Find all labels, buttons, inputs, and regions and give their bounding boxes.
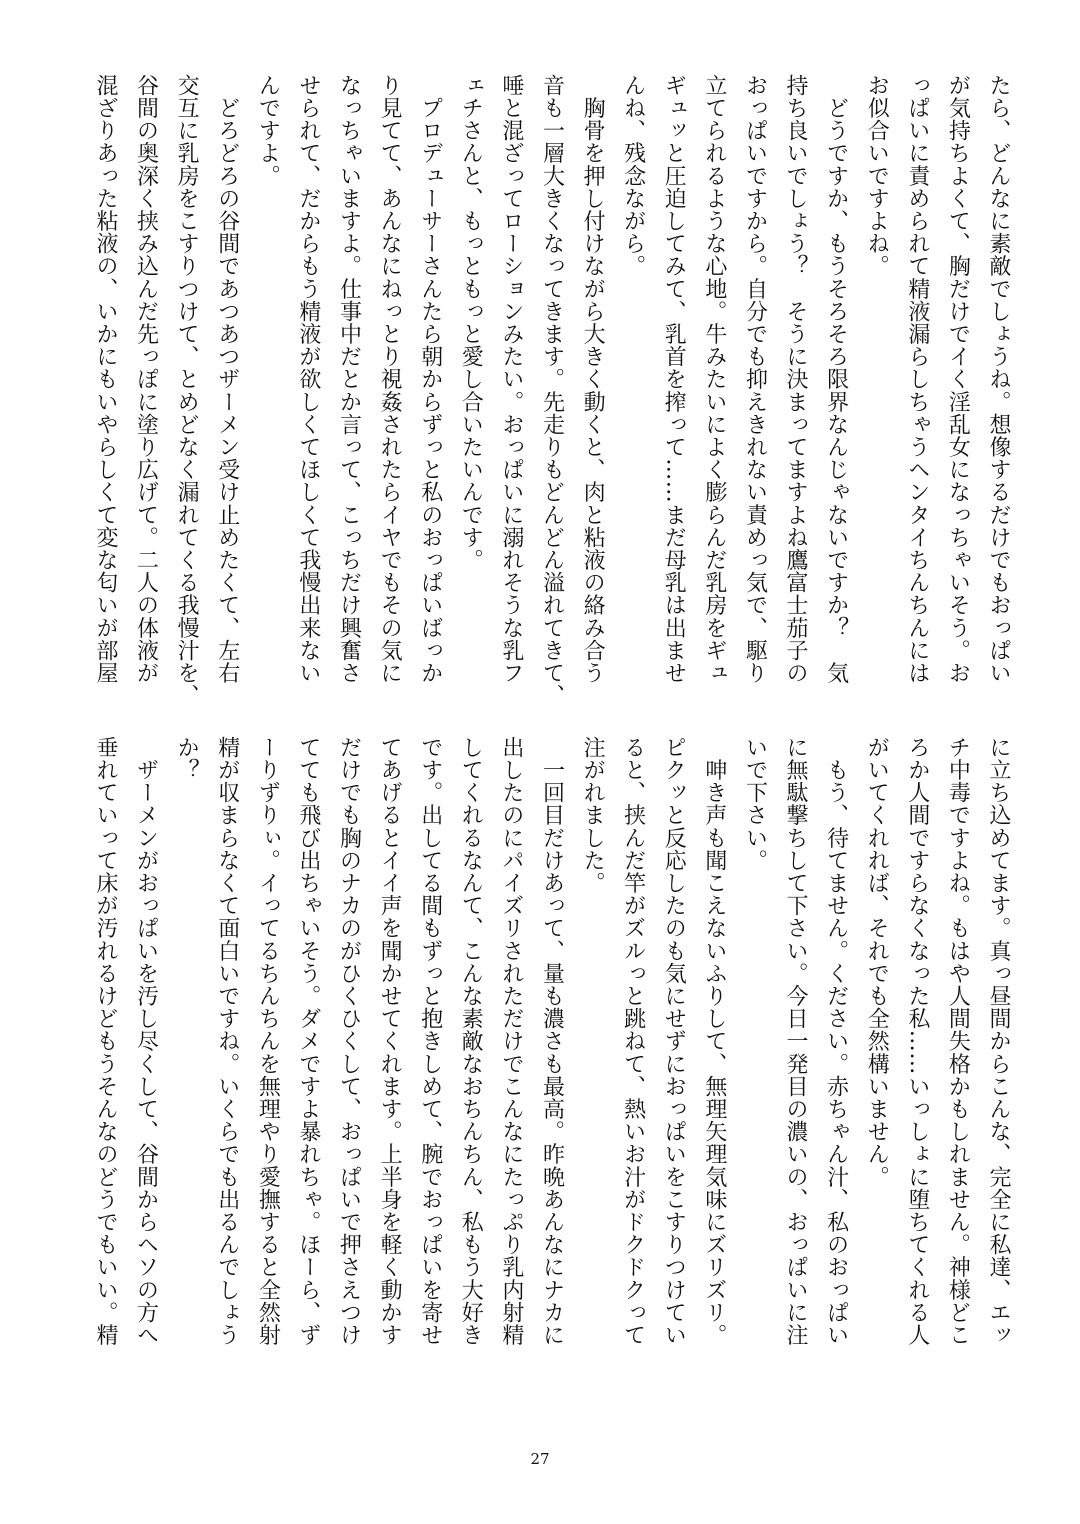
text-column: 一回目だけあって、量も濃さも最高。昨晩あんなにナカに <box>539 736 565 1347</box>
text-column: 注がれました。 <box>580 736 606 895</box>
text-column: んね、残念ながら。 <box>620 74 646 278</box>
text-column: てても飛び出ちゃいそう。ダメですよ暴れちゃ。ほーら、ず <box>295 736 321 1347</box>
text-column: なっちゃいますよ。仕事中だとか言って、こっちだけ興奮さ <box>336 74 362 685</box>
text-column: 混ざりあった粘液の、いかにもいやらしくて変な匂いが部屋 <box>92 74 118 685</box>
text-column: もう、待てません。ください。赤ちゃん汁、私のおっぱい <box>823 736 849 1347</box>
text-column: ギュッと圧迫してみて、乳首を搾って……まだ母乳は出ませ <box>661 74 687 685</box>
text-column: 唾と混ざってローションみたい。おっぱいに溺れそうな乳フ <box>498 74 524 685</box>
text-column: 交互に乳房をこすりつけて、とめどなく漏れてくる我慢汁を、 <box>174 74 200 707</box>
text-column: 垂れていって床が汚れるけどもうそんなのどうでもいい。精 <box>92 736 118 1347</box>
text-column: たら、どんなに素敵でしょうね。想像するだけでもおっぱい <box>986 74 1011 685</box>
text-column: プロデューサーさんたら朝からずっと私のおっぱいばっか <box>417 74 443 685</box>
top-text-block <box>82 74 1018 707</box>
text-column: お似合いですよね。 <box>864 74 890 278</box>
text-column: チ中毒ですよね。もはや人間失格かもしれません。神様どこ <box>945 736 971 1347</box>
text-column: 胸骨を押し付けながら大きく動くと、肉と粘液の絡み合う <box>580 74 606 685</box>
text-column: が気持ちよくて、胸だけでイく淫乱女になっちゃいそう。お <box>945 74 971 685</box>
text-column: です。出してる間もずっと抱きしめて、腕でおっぱいを寄せ <box>417 736 443 1347</box>
text-column: 持ち良いでしょう？ そうに決まってますよね鷹富士茄子の <box>783 74 809 685</box>
text-column: どろどろの谷間であつあつザーメン受け止めたくて、左右 <box>214 74 240 685</box>
text-column: てあげるとイイ声を聞かせてくれます。上半身を軽く動かす <box>377 736 403 1347</box>
text-column: してくれるなんて、こんな素敵なおちんちん、私もう大好き <box>458 736 484 1347</box>
text-column: 精が収まらなくて面白いですね。いくらでも出るんでしょう <box>214 736 240 1347</box>
text-column: ピクッと反応したのも気にせずにおっぱいをこすりつけてい <box>661 736 687 1347</box>
text-column: いで下さい。 <box>742 736 768 872</box>
text-column: 立てられるような心地。牛みたいによく膨らんだ乳房をギュ <box>701 74 727 685</box>
page-number: 27 <box>530 1450 550 1468</box>
text-column: り見てて、あんなにねっとり視姦されたらイヤでもその気に <box>377 74 403 685</box>
text-column: 出したのにパイズリされただけでこんなにたっぷり乳内射精 <box>498 736 524 1347</box>
text-column: ると、挟んだ竿がズルっと跳ねて、熱いお汁がドクドクって <box>620 736 646 1347</box>
text-column: 谷間の奥深く挟み込んだ先っぽに塗り広げて。二人の体液が <box>133 74 159 685</box>
text-column: んですよ。 <box>255 74 281 187</box>
text-column: 呻き声も聞こえないふりして、無理矢理気味にズリズリ。 <box>701 736 727 1347</box>
text-column: どうですか、もうそろそろ限界なんじゃないですか？ 気 <box>823 74 849 685</box>
text-column: 音も一層大きくなってきます。先走りもどんどん溢れてきて、 <box>539 74 565 707</box>
text-column: がいてくれれば、それでも全然構いません。 <box>864 736 890 1188</box>
text-column: に無駄撃ちして下さい。今日一発目の濃いの、おっぱいに注 <box>783 736 809 1347</box>
text-column: か？ <box>174 736 200 782</box>
text-column: ェチさんと、もっともっと愛し合いたいんです。 <box>458 74 484 572</box>
text-column: せられて、だからもう精液が欲しくてほしくて我慢出来ない <box>295 74 321 685</box>
text-column: に立ち込めてます。真っ昼間からこんな、完全に私達、エッ <box>986 736 1011 1347</box>
text-column: ーりずりぃ。イってるちんちんを無理やり愛撫すると全然射 <box>255 736 281 1347</box>
text-column: っぱいに責められて精液漏らしちゃうヘンタイちんちんには <box>904 74 930 685</box>
text-column: おっぱいですから。自分でも抑えきれない責めっ気で、駆り <box>742 74 768 685</box>
text-column: ザーメンがおっぱいを汚し尽くして、谷間からヘソの方へ <box>133 736 159 1347</box>
text-column: だけでも胸のナカのがひくひくして、おっぱいで押さえつけ <box>336 736 362 1347</box>
text-column: ろか人間ですらなくなった私……いっしょに堕ちてくれる人 <box>904 736 930 1347</box>
bottom-text-block <box>82 736 1018 1358</box>
